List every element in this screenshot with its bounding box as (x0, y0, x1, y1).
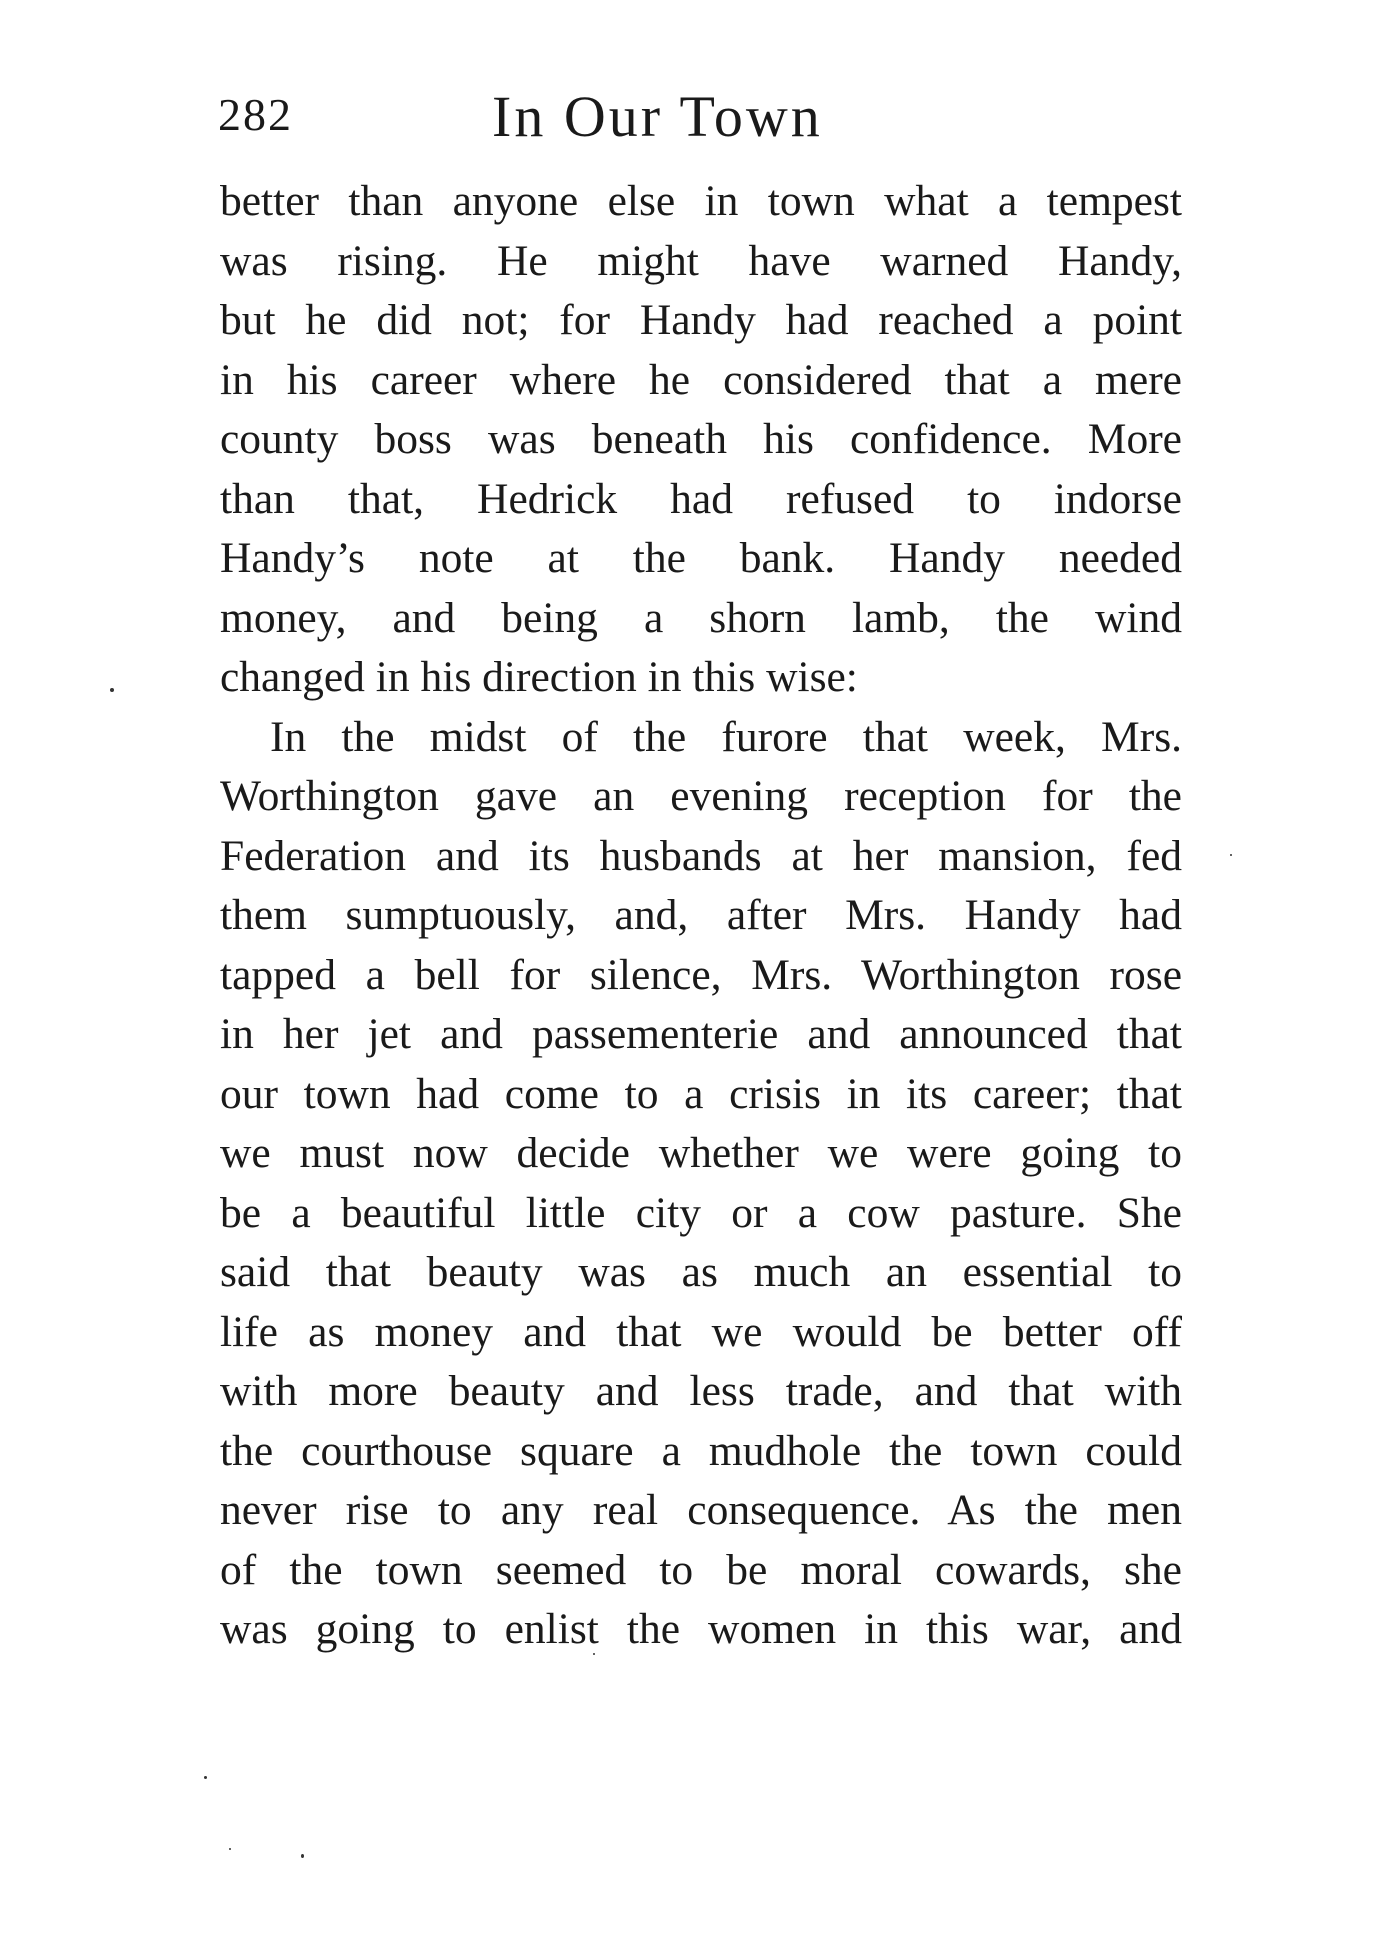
text-line: Handy’s note at the bank. Handy needed (220, 534, 1182, 582)
paragraph-start-line: In the midst of the furore that week, Mrs. (270, 712, 1182, 761)
text-line: but he did not; for Handy had reached a point (220, 296, 1182, 344)
text-line: county boss was beneath his confidence. More (220, 415, 1182, 463)
text-line: Worthington gave an evening reception for the (220, 772, 1182, 820)
text-line: our town had come to a crisis in its career; that (220, 1069, 1182, 1118)
scan-speck (1230, 854, 1232, 856)
text-line: tapped a bell for silence, Mrs. Worthington rose (220, 950, 1182, 999)
text-line: life as money and that we would be better off (220, 1307, 1182, 1356)
text-line: them sumptuously, and, after Mrs. Handy had (220, 891, 1182, 939)
text-line: in his career where he considered that a mere (220, 355, 1182, 404)
scan-speck (593, 1653, 595, 1655)
text-line: with more beauty and less trade, and that with (220, 1367, 1182, 1415)
text-line: in her jet and passementerie and announced that (220, 1010, 1182, 1058)
text-line: was rising. He might have warned Handy, (220, 236, 1182, 285)
text-line: better than anyone else in town what a tempest (220, 177, 1182, 225)
body-text (220, 172, 1182, 1660)
text-line: the courthouse square a mudhole the town could (220, 1426, 1182, 1475)
scan-speck (110, 688, 114, 692)
text-line: than that, Hedrick had refused to indorse (220, 474, 1182, 523)
page-number: 282 (218, 89, 293, 140)
scan-speck (301, 1854, 304, 1858)
text-line: we must now decide whether we were going to (220, 1129, 1182, 1177)
text-line: changed in his direction in this wise: (220, 653, 858, 701)
text-line: of the town seemed to be moral cowards, she (220, 1545, 1182, 1594)
text-line: be a beautiful little city or a cow pasture. She (220, 1188, 1182, 1237)
scan-speck (229, 1848, 231, 1850)
text-line: was going to enlist the women in this war, and (220, 1605, 1182, 1653)
text-line: money, and being a shorn lamb, the wind (220, 593, 1182, 642)
text-line: Federation and its husbands at her mansion, fed (220, 831, 1182, 880)
text-line: said that beauty was as much an essential to (220, 1248, 1182, 1296)
text-line: never rise to any real consequence. As the men (220, 1486, 1182, 1534)
running-title: In Our Town (492, 84, 823, 149)
scan-speck (204, 1776, 207, 1779)
